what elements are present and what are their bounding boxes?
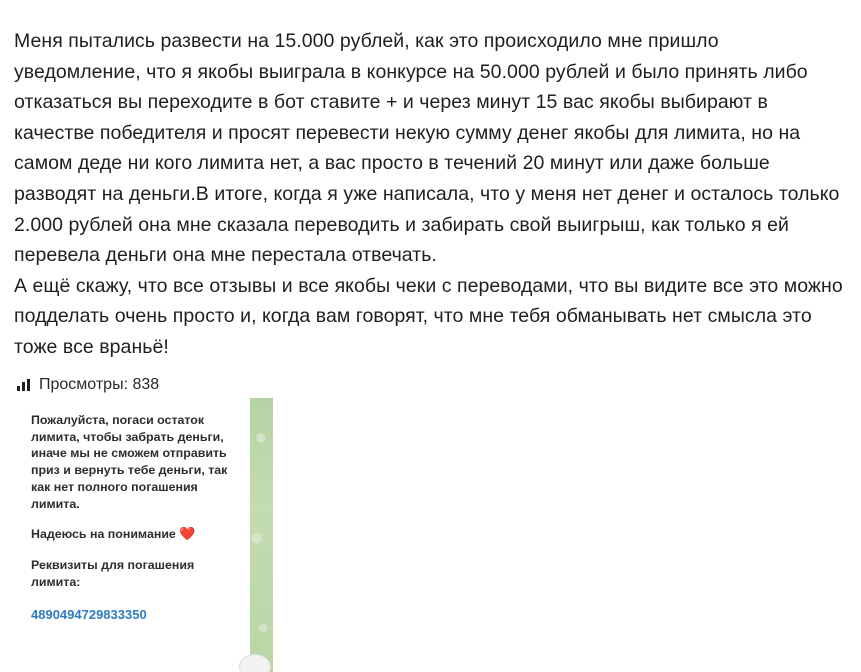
chat-message-content: [31, 398, 246, 624]
post-paragraph-2: А ещё скажу, что все отзывы и все якобы чеки с переводами, что вы видите все это можно подделать очень просто и, когда вам говорят, что мне тебя обманывать нет смысла это тоже все враньё!: [14, 274, 843, 358]
message-paragraph-3: Реквизиты для погашения лимита:: [31, 557, 195, 589]
chat-background-pattern: [249, 398, 273, 672]
views-label: Просмотры: 838: [39, 376, 160, 393]
views-counter: [17, 374, 159, 396]
heart-icon: ❤️: [179, 526, 196, 542]
message-paragraph-2: [31, 526, 246, 543]
account-number: 4890494729833350: [31, 607, 147, 623]
message-paragraph-1: Пожалуйста, погаси остаток лимита, чтобы забрать деньги, иначе мы не сможем отправить приз и вернуть тебе деньги, так как нет полного погашения лимита.: [31, 413, 228, 511]
screenshot-attachment[interactable]: [13, 398, 273, 672]
message-paragraph-2-text: Надеюсь на понимание: [31, 527, 176, 542]
post-paragraph-1: Меня пытались развести на 15.000 рублей, как это происходило мне пришло уведомление, что я якобы выиграла в конкурсе на 50.000 рублей и было принять либо отказаться вы переходите в бот ставите + и через минут 15 вас якобы выбирают в качестве победителя и просят перевести некую сумму денег якобы для лимита, но на самом деде ни кого лимита нет, а вас просто в течений 20 минут или даже больше разводят на деньги.В итоге, когда я уже написала, что у меня нет денег и осталось только 2.000 рублей она мне сказала переводить и забирать свой выигрыш, как только я ей перевела деньги она мне перестала отвечать.: [14, 30, 840, 267]
chat-message-bubble: [13, 398, 250, 672]
post-text: [14, 26, 849, 363]
bar-chart-icon: [17, 379, 31, 391]
